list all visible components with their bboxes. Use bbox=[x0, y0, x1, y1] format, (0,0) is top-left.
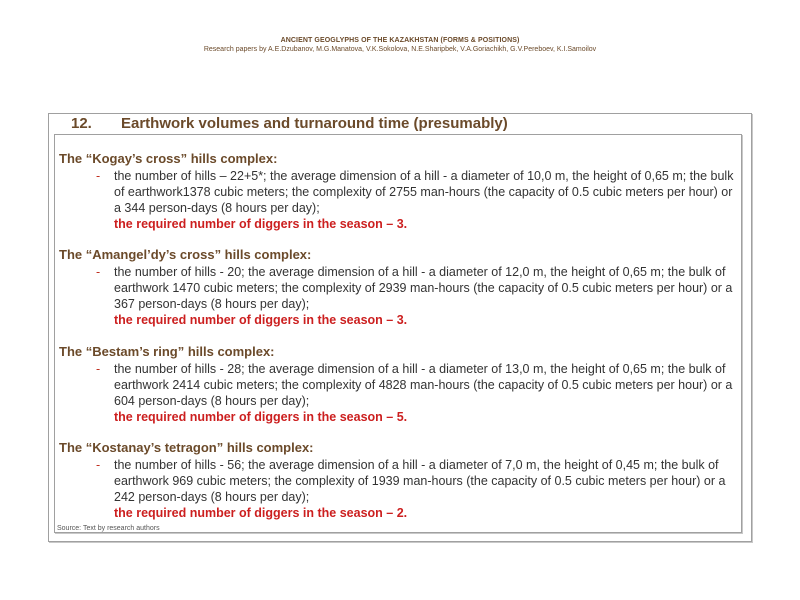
complex-details bbox=[59, 361, 739, 409]
diggers-required: the required number of diggers in the season – 2. bbox=[114, 506, 408, 520]
bullet-dash-icon: - bbox=[96, 265, 101, 279]
complex-description: the number of hills - 56; the average dimension of a hill - a diameter of 7,0 m, the height of 0,45 m; the bulk of earthwork 969 cubic meters; the complexity of 1939 man-hours (the capacity of 0.5 cubic meters per hour) or a 242 person-days (8 hours per day); bbox=[114, 458, 726, 504]
complex-title: The “Amangel’dy’s cross” hills complex: bbox=[59, 247, 312, 262]
document-title: ANCIENT GEOGLYPHS OF THE KAZAKHSTAN (FORMS & POSITIONS) bbox=[280, 37, 520, 44]
complex-description: the number of hills - 28; the average dimension of a hill - a diameter of 13,0 m, the height of 0,65 m; the bulk of earthwork 2414 cubic meters; the complexity of 4828 man-hours (the capacity of 0.5 cubic meters per hour) or a 604 person-days (8 hours per day); bbox=[114, 362, 733, 408]
source-note: Source: Text by research authors bbox=[57, 525, 160, 532]
complex-title: The “Kogay’s cross” hills complex: bbox=[59, 151, 278, 166]
complex-block bbox=[59, 151, 739, 232]
document-authors: Research papers by A.E.Dzubanov, M.G.Manatova, V.K.Sokolova, N.E.Sharipbek, V.A.Goriachikh, G.V.Pereboev, K.I.Samoilov bbox=[203, 46, 597, 53]
diggers-required: the required number of diggers in the season – 3. bbox=[114, 217, 408, 231]
section-title: Earthwork volumes and turnaround time (presumably) bbox=[121, 115, 508, 132]
complex-title: The “Kostanay’s tetragon” hills complex: bbox=[59, 440, 314, 455]
section-number: 12. bbox=[71, 115, 92, 132]
bullet-dash-icon: - bbox=[96, 169, 101, 183]
content-frame bbox=[54, 134, 742, 533]
complex-details bbox=[59, 457, 739, 505]
complex-title: The “Bestam’s ring” hills complex: bbox=[59, 344, 275, 359]
complex-block bbox=[59, 247, 739, 328]
document-header bbox=[0, 36, 800, 54]
complex-details bbox=[59, 264, 739, 312]
diggers-required: the required number of diggers in the season – 3. bbox=[114, 313, 408, 327]
section-heading bbox=[49, 114, 751, 134]
section-frame bbox=[48, 113, 752, 542]
bullet-dash-icon: - bbox=[96, 458, 101, 472]
bullet-dash-icon: - bbox=[96, 362, 101, 376]
complex-details bbox=[59, 168, 739, 216]
diggers-required: the required number of diggers in the season – 5. bbox=[114, 410, 408, 424]
complex-block bbox=[59, 344, 739, 425]
complex-description: the number of hills – 22+5*; the average dimension of a hill - a diameter of 10,0 m, the height of 0,65 m; the bulk of earthwork1378 cubic meters; the complexity of 2755 man-hours (the capacity of 0.5 cubic meters per hour) or a 344 person-days (8 hours per day); bbox=[114, 169, 734, 215]
complex-description: the number of hills - 20; the average dimension of a hill - a diameter of 12,0 m, the height of 0,65 m; the bulk of earthwork 1470 cubic meters; the complexity of 2939 man-hours (the capacity of 0.5 cubic meters per hour) or a 367 person-days (8 hours per day); bbox=[114, 265, 733, 311]
complex-block bbox=[59, 440, 739, 521]
